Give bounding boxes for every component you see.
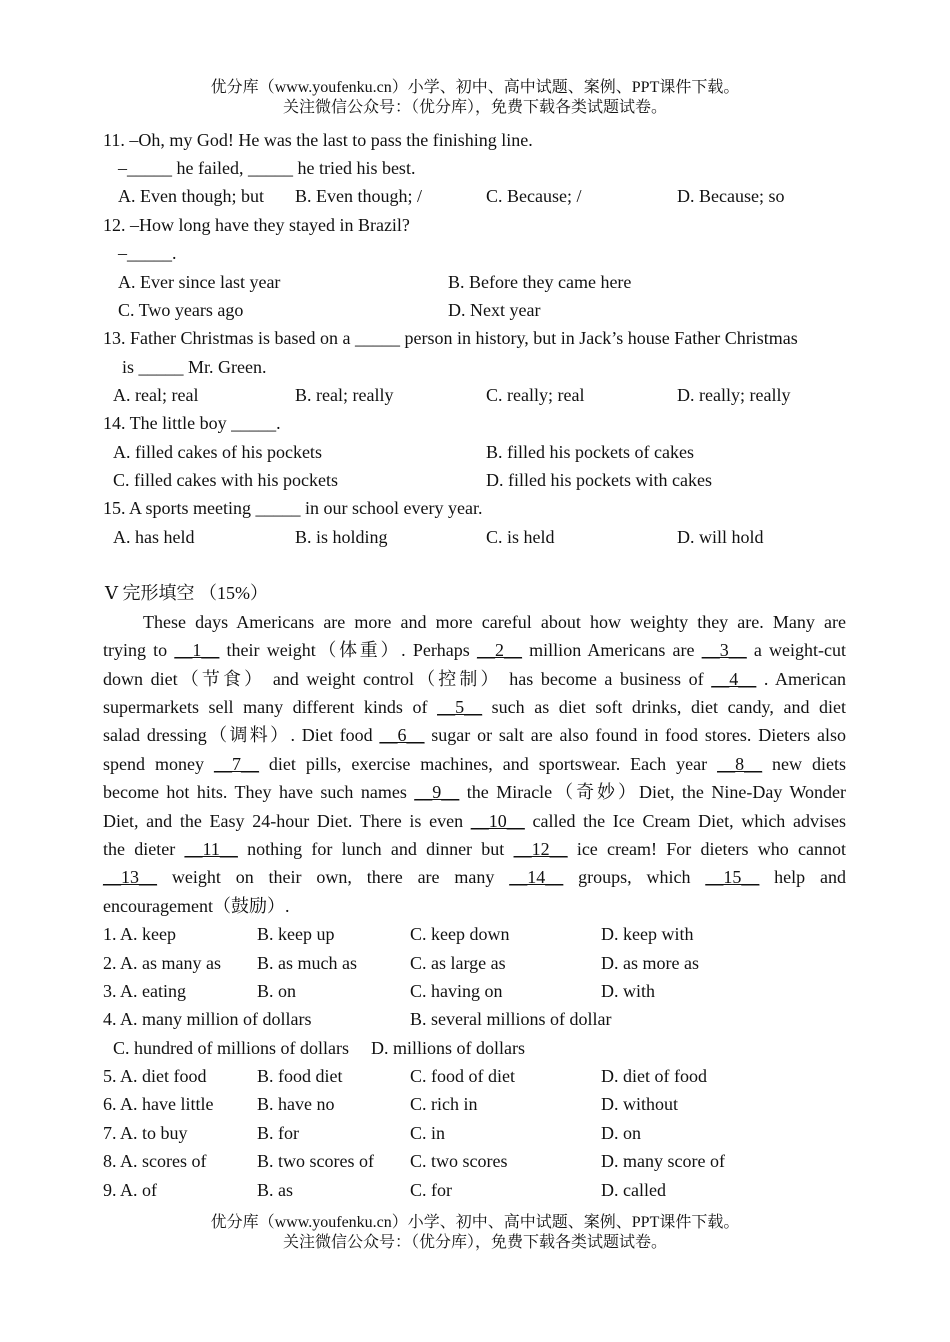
question-12-option-b[interactable]: B. Before they came here — [448, 272, 632, 292]
question-12-options-row-2 — [0, 296, 950, 324]
cloze-9-option-c[interactable]: C. for — [410, 1180, 452, 1200]
blank-8: __8__ — [717, 754, 763, 774]
question-14-options-row-2 — [0, 466, 950, 494]
blank-2: __2__ — [477, 640, 522, 660]
cloze-2-option-d[interactable]: D. as more as — [601, 953, 699, 973]
question-12-option-c[interactable]: C. Two years ago — [118, 300, 244, 320]
cloze-option-row-3 — [0, 977, 950, 1005]
blank-3: __3__ — [701, 640, 747, 660]
blank-15: __15__ — [705, 867, 760, 887]
cloze-3-option-c[interactable]: C. having on — [410, 981, 503, 1001]
page-footer-line-1: 优分库（www.youfenku.cn）小学、初中、高中试题、案例、PPT课件下载。 — [210, 1214, 740, 1231]
question-13-stem: 13. Father Christmas is based on a _____ person in history, but in Jack’s house Father Christmas — [103, 328, 798, 348]
question-12-stem: 12. –How long have they stayed in Brazil? — [103, 215, 410, 235]
cloze-line-1: These days Americans are more and more careful about how weighty they are. Many are — [143, 612, 846, 632]
cloze-section-title: Ⅴ 完形填空 （15%） — [105, 583, 268, 603]
cloze-1-option-c[interactable]: C. keep down — [410, 924, 510, 944]
cloze-3-option-b[interactable]: B. on — [257, 981, 297, 1001]
cloze-5-option-b[interactable]: B. food diet — [257, 1066, 343, 1086]
cloze-line-7: become hot hits. They have such names __9__ the Miracle（奇妙）Diet, the Nine-Day Wonder — [103, 782, 846, 802]
question-14-option-c[interactable]: C. filled cakes with his pockets — [113, 470, 338, 490]
cloze-line-2: trying to __1__ their weight（体重）. Perhaps __2__ million Americans are __3__ a weight-cut — [103, 640, 847, 660]
cloze-line-8: Diet, and the Easy 24-hour Diet. There is even __10__ called the Ice Cream Diet, which advises — [103, 811, 846, 831]
question-11-option-c[interactable]: C. Because; / — [486, 186, 582, 206]
cloze-option-row-2 — [0, 949, 950, 977]
blank-14: __14__ — [509, 867, 564, 887]
cloze-4-option-b[interactable]: B. several millions of dollar — [410, 1009, 612, 1029]
blank-12: __12__ — [513, 839, 568, 859]
question-12-options-row-1 — [0, 268, 950, 296]
question-11-option-b[interactable]: B. Even though; / — [295, 186, 422, 206]
question-14-option-d[interactable]: D. filled his pockets with cakes — [486, 470, 712, 490]
cloze-line-3: down diet（节食） and weight control（控制） has become a business of __4__ . American — [103, 669, 846, 689]
cloze-7-option-b[interactable]: B. for — [257, 1123, 299, 1143]
cloze-option-row-8 — [0, 1147, 950, 1175]
cloze-9-option-a[interactable]: 9. A. of — [103, 1180, 157, 1200]
cloze-option-row-4 — [0, 1005, 950, 1033]
cloze-3-option-a[interactable]: 3. A. eating — [103, 981, 186, 1001]
cloze-2-option-a[interactable]: 2. A. as many as — [103, 953, 221, 973]
cloze-4-option-d[interactable]: D. millions of dollars — [371, 1038, 525, 1058]
question-13-stem-2: is _____ Mr. Green. — [122, 357, 267, 377]
page-header-line-1: 优分库（www.youfenku.cn）小学、初中、高中试题、案例、PPT课件下载。 — [210, 79, 740, 96]
cloze-line-5: salad dressing（调料）. Diet food __6__ sugar or salt are also found in food stores. Dieters also — [103, 725, 847, 745]
blank-7: __7__ — [213, 754, 259, 774]
cloze-8-option-a[interactable]: 8. A. scores of — [103, 1151, 207, 1171]
cloze-2-option-b[interactable]: B. as much as — [257, 953, 357, 973]
cloze-3-option-d[interactable]: D. with — [601, 981, 655, 1001]
cloze-1-option-b[interactable]: B. keep up — [257, 924, 335, 944]
cloze-5-option-a[interactable]: 5. A. diet food — [103, 1066, 207, 1086]
question-13-option-a[interactable]: A. real; real — [113, 385, 199, 405]
cloze-5-option-c[interactable]: C. food of diet — [410, 1066, 515, 1086]
blank-6: __6__ — [379, 725, 425, 745]
cloze-7-option-d[interactable]: D. on — [601, 1123, 641, 1143]
question-15-options — [0, 523, 950, 551]
question-15-stem: 15. A sports meeting _____ in our school every year. — [103, 498, 483, 518]
question-15-option-d[interactable]: D. will hold — [677, 527, 764, 547]
question-11-option-d[interactable]: D. Because; so — [677, 186, 785, 206]
cloze-1-option-d[interactable]: D. keep with — [601, 924, 694, 944]
question-11-stem: 11. –Oh, my God! He was the last to pass the finishing line. — [103, 130, 533, 150]
question-14-options-row-1 — [0, 438, 950, 466]
cloze-8-option-d[interactable]: D. many score of — [601, 1151, 725, 1171]
cloze-9-option-b[interactable]: B. as — [257, 1180, 293, 1200]
page-header-line-2: 关注微信公众号：（优分库），免费下载各类试题试卷。 — [282, 99, 667, 116]
cloze-line-4: supermarkets sell many different kinds of __5__ such as diet soft drinks, diet candy, and diet — [103, 697, 847, 717]
cloze-5-option-d[interactable]: D. diet of food — [601, 1066, 707, 1086]
blank-13: __13__ — [103, 867, 157, 887]
cloze-line-6: spend money __7__ diet pills, exercise machines, and sportswear. Each year __8__ new diets — [103, 754, 846, 774]
cloze-8-option-b[interactable]: B. two scores of — [257, 1151, 374, 1171]
question-14-option-a[interactable]: A. filled cakes of his pockets — [113, 442, 322, 462]
cloze-8-option-c[interactable]: C. two scores — [410, 1151, 508, 1171]
cloze-option-row-7 — [0, 1119, 950, 1147]
cloze-line-10: __13__ weight on their own, there are many __14__ groups, which __15__ help and — [103, 867, 846, 887]
question-12-option-d[interactable]: D. Next year — [448, 300, 541, 320]
question-12-stem-2: –_____. — [118, 243, 177, 263]
cloze-option-row-9 — [0, 1176, 950, 1204]
cloze-6-option-a[interactable]: 6. A. have little — [103, 1094, 214, 1114]
cloze-6-option-b[interactable]: B. have no — [257, 1094, 335, 1114]
blank-5: __5__ — [437, 697, 483, 717]
cloze-6-option-d[interactable]: D. without — [601, 1094, 679, 1114]
question-14-option-b[interactable]: B. filled his pockets of cakes — [486, 442, 694, 462]
cloze-7-option-c[interactable]: C. in — [410, 1123, 446, 1143]
cloze-line-11: encouragement（鼓励）. — [103, 896, 290, 916]
cloze-option-row-4b — [0, 1034, 950, 1062]
question-13-option-d[interactable]: D. really; really — [677, 385, 791, 405]
blank-9: __9__ — [414, 782, 460, 802]
question-13-option-c[interactable]: C. really; real — [486, 385, 585, 405]
blank-4: __4__ — [711, 669, 757, 689]
cloze-2-option-c[interactable]: C. as large as — [410, 953, 506, 973]
question-11-stem-2: –_____ he failed, _____ he tried his best. — [118, 158, 416, 178]
question-14-stem: 14. The little boy _____. — [103, 413, 281, 433]
cloze-1-option-a[interactable]: 1. A. keep — [103, 924, 176, 944]
question-15-option-c[interactable]: C. is held — [486, 527, 555, 547]
cloze-option-row-1 — [0, 920, 950, 948]
question-11-options — [0, 182, 950, 210]
question-15-option-b[interactable]: B. is holding — [295, 527, 388, 547]
question-13-option-b[interactable]: B. real; really — [295, 385, 394, 405]
question-13-options — [0, 381, 950, 409]
question-15-option-a[interactable]: A. has held — [113, 527, 195, 547]
cloze-7-option-a[interactable]: 7. A. to buy — [103, 1123, 188, 1143]
blank-1: __1__ — [174, 640, 220, 660]
cloze-line-9: the dieter __11__ nothing for lunch and dinner but __12__ ice cream! For dieters who cannot — [103, 839, 846, 859]
blank-11: __11__ — [184, 839, 238, 859]
cloze-4-option-c[interactable]: C. hundred of millions of dollars — [113, 1038, 349, 1058]
question-11-option-a[interactable]: A. Even though; but — [118, 186, 264, 206]
cloze-6-option-c[interactable]: C. rich in — [410, 1094, 478, 1114]
page-footer-line-2: 关注微信公众号：（优分库），免费下载各类试题试卷。 — [282, 1234, 667, 1251]
cloze-4-option-a[interactable]: 4. A. many million of dollars — [103, 1009, 312, 1029]
question-12-option-a[interactable]: A. Ever since last year — [118, 272, 281, 292]
cloze-option-row-6 — [0, 1090, 950, 1118]
blank-10: __10__ — [470, 811, 525, 831]
cloze-9-option-d[interactable]: D. called — [601, 1180, 666, 1200]
cloze-option-row-5 — [0, 1062, 950, 1090]
